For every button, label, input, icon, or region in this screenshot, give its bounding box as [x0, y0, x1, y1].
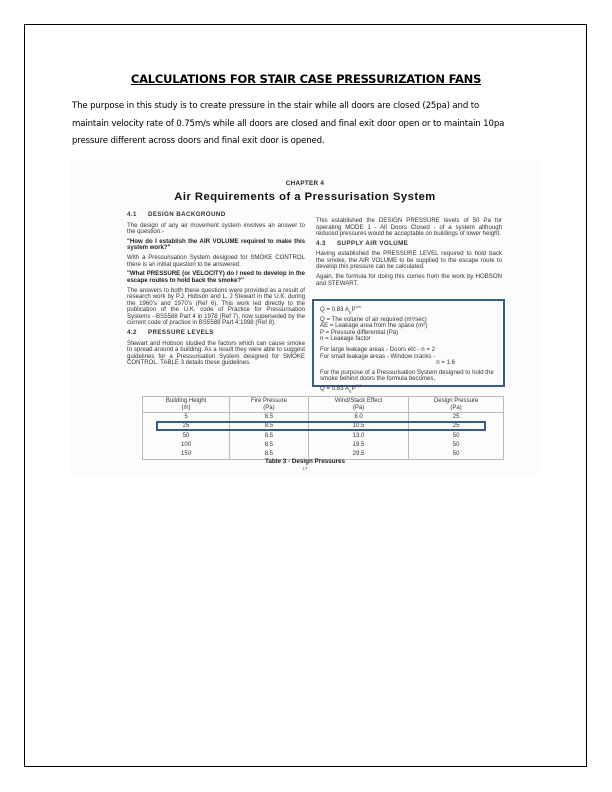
formula-final: Q = 0.83 $A_EP^{1/2}$ — [320, 382, 362, 394]
table-row: 150 8.5 29.5 50 — [143, 450, 504, 460]
table-row: 5 8.5 8.0 25 — [143, 413, 504, 423]
paragraph: Having established the PRESSURE LEVEL required to hold back the smoke, the AIR VOLUME to be supplied to the escape route to develop this pressure can be calculated. — [316, 250, 502, 271]
right-column — [316, 218, 502, 290]
formula-definitions — [320, 317, 497, 343]
formula-general: Q = 0.83 $A_EP^{1/n}$ — [320, 304, 362, 315]
intro-paragraph — [72, 98, 542, 151]
scanned-page-image — [70, 160, 540, 476]
definition-row: n = Leakage factor — [320, 335, 371, 343]
section-heading-4-2: 4.2 PRESSURE LEVELS — [127, 329, 214, 337]
column-header-design-pressure: Design Pressure (Pa) — [409, 397, 504, 413]
table-header-row — [143, 397, 504, 413]
left-column — [127, 210, 305, 370]
section-heading-4-3: 4.3 SUPPLY AIR VOLUME — [316, 239, 409, 247]
column-header-fire-pressure: Fire Pressure (Pa) — [230, 397, 309, 413]
paragraph: With a Pressurisation System designed for SMOKE CONTROL there is an initial question to be answered. — [127, 254, 305, 268]
table-caption: Table 3 - Design Pressures — [264, 458, 346, 465]
table-row-highlighted: 25 8.5 10.5 25 — [143, 422, 504, 431]
definition-row: Q = The volume of air required (m³/sec) — [320, 315, 427, 323]
section-heading-4-1: 4.1 DESIGN BACKGROUND — [127, 211, 226, 218]
paragraph: This established the DESIGN PRESSURE levels of 50 Pa for operating MODE 1 - All Doors Closed - of a system although reduced pressures would be acceptable on buildings of lower height. — [316, 217, 502, 238]
paragraph: Stewart and Hobson studied the factors which can cause smoke to spread around a building. As a result they were able to suggest guidelines for a Pressurisation System designed for SMOKE CONTROL. TABLE 3 details these guidelines. — [127, 339, 305, 367]
question-quote: "How do I establish the AIR VOLUME required to make this system work?" — [127, 237, 305, 252]
document-title: CALCULATIONS FOR STAIR CASE PRESSURIZATION FANS — [130, 72, 482, 86]
intro-line: The purpose in this study is to create pressure in the stair while all doors are closed (25pa) and to — [72, 101, 480, 111]
small-leakage-n: n = 1.6 — [436, 359, 455, 367]
column-header-wind-stack: Wind/Stack Effect (Pa) — [308, 397, 408, 413]
paragraph: The design of any air movement system involves an answer to the question:- — [127, 221, 305, 236]
intro-line: pressure different across doors and final exit door is opened. — [72, 136, 325, 146]
chapter-label: CHAPTER 4 — [285, 180, 325, 187]
small-leakage-note: For small leakage areas - Window cracks - — [320, 352, 436, 360]
chapter-title: Air Requirements of a Pressurisation System — [174, 191, 436, 203]
intro-line: maintain velocity rate of 0.75m/s while all doors are closed and final exit door open or to maintain 10pa — [72, 118, 505, 129]
paragraph: The answers to both these questions were provided as a result of research work by P.J. Hobson and L. J Stewart in the U.K. during the 1960's and 1970's (Ref 6). This work led directly to the publication of the U.K. code of Practice for Pressurisation Systems - BS5588 Part 4 in 1978 (Ref 7), now superseded by the current code of practice in BS5588 Part 4:1998 (Ref 8). — [127, 286, 305, 327]
row-highlight-box — [156, 421, 486, 431]
page-number: 17 — [302, 466, 308, 471]
table-row: 100 8.5 19.5 50 — [143, 441, 504, 450]
column-header-building-height: Building Height (m) — [143, 397, 230, 413]
question-quote: "What PRESSURE (or VELOCITY) do I need to develop in the escape routes to hold back the smoke?" — [127, 270, 305, 284]
definition-row: P = Pressure differential (Pa) — [320, 328, 399, 336]
definition-row: AE = Leakage area from the space (m²) — [320, 322, 428, 330]
table-row: 50 8.5 13.0 50 — [143, 432, 504, 441]
formula-highlight-box — [312, 299, 505, 394]
paragraph: Again, the formula for doing this comes from the work by HOBSON and STEWART. — [316, 273, 502, 287]
formula-purpose: For the purpose of a Pressurisation System designed to hold the smoke behind doors the formula becomes, — [320, 368, 494, 383]
large-leakage-note: For large leakage areas - Doors etc - n = 2 — [320, 346, 435, 353]
